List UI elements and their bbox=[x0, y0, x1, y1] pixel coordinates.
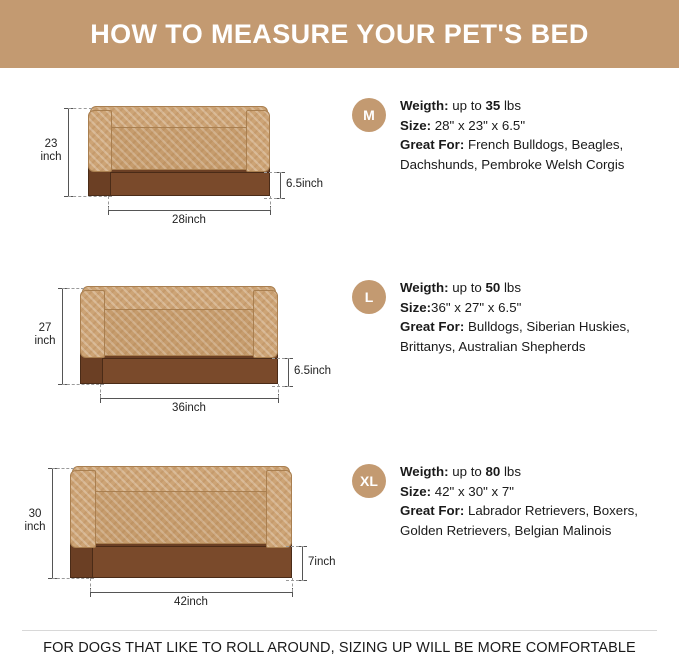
weight-line bbox=[400, 462, 672, 482]
great-for-label: Great For: bbox=[400, 137, 465, 152]
size-spec-large bbox=[352, 278, 672, 356]
dimension-line-height bbox=[280, 172, 281, 198]
dimension-line-height bbox=[302, 546, 303, 580]
dimension-label-depth-line2: inch bbox=[40, 151, 62, 163]
bed-base-front bbox=[102, 358, 278, 384]
dimension-guide bbox=[90, 578, 91, 592]
dimension-label-width: 28inch bbox=[172, 214, 206, 226]
dimension-guide bbox=[62, 288, 84, 289]
dimension-label-depth-line2: inch bbox=[24, 521, 46, 533]
page-title: HOW TO MEASURE YOUR PET'S BED bbox=[90, 18, 589, 49]
bed-bolster-left bbox=[88, 110, 112, 172]
bed-base-front bbox=[110, 172, 270, 196]
bed-diagram-xlarge bbox=[18, 446, 338, 626]
size-value: 36" x 27" x 6.5" bbox=[431, 299, 522, 315]
great-for-value: Labrador Retrievers, Boxers, Golden Retrievers, Belgian Malinois bbox=[400, 503, 638, 538]
bed-bolster-left bbox=[70, 470, 96, 548]
size-spec-xlarge bbox=[352, 462, 672, 540]
bed-bolster-right bbox=[246, 110, 270, 172]
dimension-line-height bbox=[288, 358, 289, 386]
weight-label: Weigth: bbox=[400, 280, 449, 295]
bed-mattress bbox=[96, 308, 262, 356]
size-value: 28" x 23" x 6.5" bbox=[434, 117, 526, 133]
great-for-value: Bulldogs, Siberian Huskies, Brittanys, Australian Shepherds bbox=[400, 319, 630, 354]
bed-diagram-medium bbox=[18, 80, 338, 260]
size-spec-medium bbox=[352, 96, 672, 174]
size-row-xlarge bbox=[0, 446, 679, 626]
size-badge-large: L bbox=[352, 280, 386, 314]
bed-bolster-back bbox=[90, 106, 268, 128]
size-line bbox=[400, 116, 672, 136]
dimension-guide bbox=[286, 580, 304, 581]
dimension-guide bbox=[264, 172, 282, 173]
bed-base-front bbox=[92, 546, 292, 578]
weight-label: Weigth: bbox=[400, 98, 449, 113]
dimension-label-height: 6.5inch bbox=[294, 365, 332, 377]
weight-suffix: lbs bbox=[500, 464, 521, 479]
size-label: Size: bbox=[400, 299, 432, 315]
dimension-label-width: 36inch bbox=[172, 402, 206, 414]
great-for-line bbox=[400, 135, 672, 174]
weight-prefix: up to bbox=[452, 464, 486, 479]
size-badge-xlarge: XL bbox=[352, 464, 386, 498]
size-line bbox=[400, 298, 672, 318]
size-row-large bbox=[0, 262, 679, 442]
dimension-label-depth-line1: 27 bbox=[38, 322, 52, 334]
bed-bolster-left bbox=[80, 290, 105, 358]
size-row-medium bbox=[0, 80, 679, 260]
size-badge-medium: M bbox=[352, 98, 386, 132]
great-for-value: French Bulldogs, Beagles, Dachshunds, Pembroke Welsh Corgis bbox=[400, 137, 625, 172]
dimension-guide bbox=[52, 578, 94, 579]
dimension-guide bbox=[52, 468, 74, 469]
dimension-guide bbox=[264, 198, 282, 199]
dimension-line-width bbox=[90, 592, 292, 593]
great-for-line bbox=[400, 501, 672, 540]
weight-prefix: up to bbox=[452, 280, 486, 295]
bed-bolster-back bbox=[72, 466, 290, 492]
dimension-line-width bbox=[100, 398, 278, 399]
footer-note: FOR DOGS THAT LIKE TO ROLL AROUND, SIZING UP WILL BE MORE COMFORTABLE bbox=[43, 640, 636, 656]
dimension-guide bbox=[272, 386, 290, 387]
dimension-guide bbox=[272, 358, 290, 359]
bed-bolster-right bbox=[253, 290, 278, 358]
dimension-line-width bbox=[108, 210, 270, 211]
size-value: 42" x 30" x 7" bbox=[434, 483, 514, 499]
great-for-label: Great For: bbox=[400, 319, 465, 334]
weight-number: 50 bbox=[485, 280, 501, 295]
bed-bolster-right bbox=[266, 470, 292, 548]
dimension-guide bbox=[278, 384, 279, 398]
size-line bbox=[400, 482, 672, 502]
weight-suffix: lbs bbox=[500, 98, 521, 113]
great-for-label: Great For: bbox=[400, 503, 465, 518]
weight-number: 80 bbox=[485, 464, 501, 479]
dimension-label-depth-line1: 30 bbox=[28, 508, 42, 520]
weight-label: Weigth: bbox=[400, 464, 449, 479]
bed-mattress bbox=[104, 126, 254, 170]
dimension-guide bbox=[286, 546, 304, 547]
dimension-label-depth-line2: inch bbox=[34, 335, 56, 347]
dimension-label-height: 7inch bbox=[308, 556, 336, 568]
great-for-line bbox=[400, 317, 672, 356]
dimension-guide bbox=[270, 196, 271, 210]
bed-diagram-large bbox=[18, 262, 338, 442]
weight-prefix: up to bbox=[452, 98, 486, 113]
size-label: Size: bbox=[400, 483, 432, 499]
dimension-guide bbox=[108, 196, 109, 210]
bed-mattress bbox=[86, 490, 276, 544]
dimension-guide bbox=[62, 384, 104, 385]
weight-number: 35 bbox=[485, 98, 501, 113]
weight-line bbox=[400, 278, 672, 298]
bed-bolster-back bbox=[82, 286, 276, 310]
dimension-label-height: 6.5inch bbox=[286, 178, 324, 190]
dimension-label-width: 42inch bbox=[174, 596, 208, 608]
dimension-guide bbox=[292, 578, 293, 592]
size-label: Size: bbox=[400, 117, 432, 133]
weight-line bbox=[400, 96, 672, 116]
page-header-banner bbox=[0, 0, 679, 68]
dimension-label-depth-line1: 23 bbox=[44, 138, 58, 150]
footer-divider bbox=[22, 630, 657, 631]
dimension-guide bbox=[68, 196, 112, 197]
dimension-guide bbox=[100, 384, 101, 398]
dimension-guide bbox=[68, 108, 92, 109]
weight-suffix: lbs bbox=[500, 280, 521, 295]
